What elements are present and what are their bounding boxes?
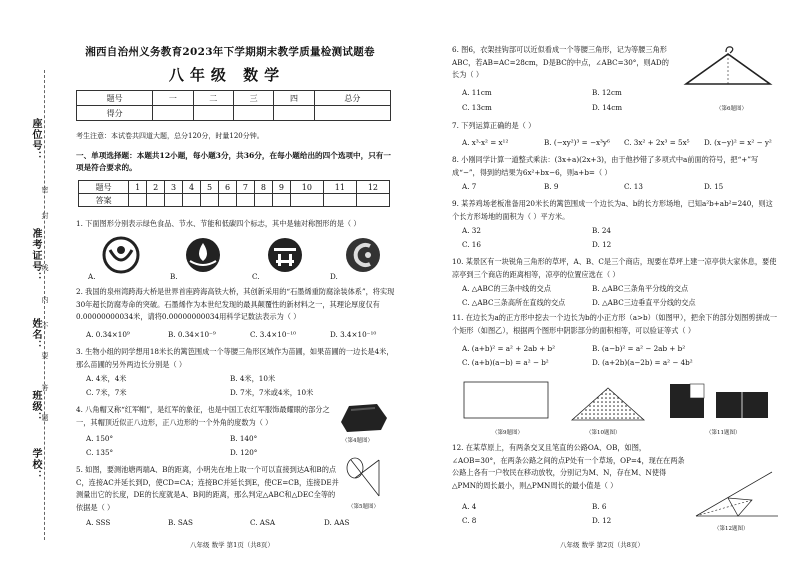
q10-option-d: D. △ABC三边垂直平分线的交点 (592, 298, 696, 307)
answer-cell (254, 194, 272, 207)
q2-option-b: B. 0.34×10⁻⁹ (168, 330, 216, 339)
question-9: 9. 某养鸡场老板准备用20米长的篱笆围成一个边长为a、b的长方形场地，已知a²b+ab²=240，则这个长方形场地的面积为（ ）平方米。 (452, 199, 773, 221)
q2-option-c: C. 3.4×10⁻¹⁰ (250, 330, 296, 339)
question-3: 3. 生物小组的同学想用18米长的篱笆围成一个等腰三角形区域作为苗圃，如果苗圃的一边长是4米，那么苗圃的另外两边长分别是（ ） (76, 347, 394, 369)
answer-head: 7 (236, 181, 254, 194)
q8-option-d: D. 15 (704, 182, 724, 191)
answer-head: 10 (290, 181, 323, 194)
green-food-logo-icon (102, 236, 140, 274)
footer-left: 八年级 数学 第1页（共8页） (190, 541, 274, 549)
q5-option-c: C. ASA (250, 518, 276, 527)
right-page (452, 0, 782, 562)
q6-figure-caption: （第6题图） (716, 106, 747, 112)
q11-option-b: B. (a−b)² = a² − 2ab + b² (592, 344, 686, 353)
seal-char: 不 (41, 322, 49, 329)
score-table (76, 90, 391, 121)
water-saving-logo-icon (184, 236, 222, 274)
q4-figure-caption: （第4题图） (342, 438, 373, 444)
q1-option-a: A. (88, 272, 96, 281)
answer-head: 8 (254, 181, 272, 194)
answer-cell (129, 194, 147, 207)
score-head: 二 (193, 91, 233, 106)
q9-option-d: D. 12 (592, 240, 612, 249)
q10-option-c: C. △ABC三条高所在直线的交点 (462, 298, 566, 307)
q3-option-b: B. 4米，10米 (230, 374, 276, 383)
q11-option-c: C. (a+b)(a−b) = a² − b² (462, 358, 549, 367)
seal-char: 密 (41, 186, 49, 193)
score-cell (233, 106, 273, 121)
answer-cell (290, 194, 323, 207)
answer-head: 12 (356, 181, 389, 194)
seal-char: 题 (41, 414, 49, 421)
q12-option-a: A. 4 (462, 502, 477, 511)
q12-option-b: B. 6 (592, 502, 607, 511)
question-12: 12. 在某草原上，有两条交叉且笔直的公路OA、OB，如图，∠AOB=30°，在两条公路之间的点P处有一个草场，OP=4，现在在两条公路上各有一户牧民在移动放牧，分别记为M、N，存在M、N使得△PMN的周长最小，则△PMN周长的最小值是（ ） (452, 443, 685, 490)
rectangle-diagram (460, 378, 556, 424)
q11-option-d: D. (a+2b)(a−2b) = a² − 4b² (592, 358, 693, 367)
question-5: 5. 如图，要测池塘两端A、B的距离，小明先在地上取一个可以直接到达A和B的点C，连接AC并延长到D，使CD=CA；连接BC并延长到E，使CE=CB，连接DE并测量出它的长度，DE的长度就是A、B间的距离，那么判定△ABC和△DEC全等的依据是（ ） (76, 465, 339, 512)
answer-head: 9 (272, 181, 290, 194)
score-head: 三 (233, 91, 273, 106)
question-4: 4. 八角帽又称“红军帽”，是红军的象征，也是中国工农红军服饰最耀眼的部分之一，其帽顶近似正八边形，正八边形的一个外角的度数为（ ） (76, 405, 330, 427)
q1-option-d: D. (330, 272, 338, 281)
exam-no-label: 准考证号： (30, 228, 41, 283)
answer-head: 11 (323, 181, 356, 194)
q3-option-d: D. 7米，7米或4米，10米 (230, 388, 314, 397)
class-label: 班级： (30, 390, 41, 423)
score-head: 总分 (314, 91, 390, 106)
q4-option-a: A. 150° (86, 434, 114, 443)
answer-cell (147, 194, 165, 207)
q6-option-c: C. 13cm (462, 103, 492, 112)
question-2: 2. 我国的泉州湾跨海大桥是世界首座跨海高铁大桥，其创新采用的“石墨烯重防腐涂装体系”，将实现30年超长防腐寿命的突破。石墨烯作为本世纪发现的最具颠覆性的新材料之一，其理论厚度仅有0.00000000034米，请将0.00000000034用科学记数法表示为（ ） (76, 287, 395, 321)
answer-label: 答案 (79, 194, 129, 207)
q4-option-b: B. 140° (230, 434, 258, 443)
footer-right: 八年级 数学 第2页（共8页） (560, 541, 644, 549)
answer-head: 1 (129, 181, 147, 194)
answer-cell (201, 194, 219, 207)
q6-option-b: B. 12cm (592, 88, 622, 97)
q9-option-c: C. 16 (462, 240, 481, 249)
q8-option-a: A. 7 (462, 182, 477, 191)
q9-option-b: B. 24 (592, 226, 611, 235)
section1-heading: 一、单项选择题：本题共12小题，每小题3分，共36分，在每小题给出的四个选项中，只有一项是符合要求的。 (76, 151, 391, 172)
q3-option-a: A. 4米，4米 (86, 374, 127, 383)
answer-head: 4 (183, 181, 201, 194)
q2-option-d: D. 3.4×10⁻¹⁰ (330, 330, 377, 339)
score-cell (153, 106, 193, 121)
left-page (62, 0, 395, 562)
q7-option-d: D. (x−y)² = x² − y² (704, 138, 772, 147)
answer-head: 2 (147, 181, 165, 194)
q12-option-c: C. 8 (462, 516, 477, 525)
exam-note: 考生注意：本试卷共四道大题，总分120分，时量120分钟。 (76, 132, 264, 140)
answer-head: 5 (201, 181, 219, 194)
answer-table (78, 180, 390, 207)
answer-head: 3 (165, 181, 183, 194)
answer-cell (219, 194, 237, 207)
q10-option-b: B. △ABC三条角平分线的交点 (592, 284, 689, 293)
answer-cell (165, 194, 183, 207)
q2-option-a: A. 0.34×10⁹ (86, 330, 130, 339)
q11-figure-caption: （第11题图） (706, 430, 741, 436)
seal-char: 要 (41, 352, 49, 359)
score-head: 四 (274, 91, 314, 106)
answer-cell (236, 194, 254, 207)
square-cut-diagram (666, 380, 774, 426)
answer-cell (272, 194, 290, 207)
q5-option-a: A. SSS (86, 518, 111, 527)
question-8: 8. 小刚同学计算一道整式乘法：(3x+a)(2x+3)，由于他抄错了多项式中a前面的符号，把“+”写成“−”，得到的结果为6x²+bx−6，则a+b=（ ） (452, 155, 759, 177)
score-label: 得分 (77, 106, 153, 121)
seal-char: 内 (41, 296, 49, 303)
exam-title: 湘西自治州义务教育2023年下学期期末教学质量检测试题卷 (85, 46, 375, 58)
q9-figure-caption: （第9题图） (492, 430, 523, 436)
q12-figure-caption: （第12题图） (714, 526, 749, 532)
q5-figure-caption: （第5题图） (348, 504, 379, 510)
q7-option-b: B. (−xy²)³ = −x³y⁶ (544, 138, 610, 147)
q10-option-a: A. △ABC的三条中线的交点 (462, 284, 551, 293)
seal-char: 封 (41, 212, 49, 219)
school-label: 学校： (30, 448, 41, 481)
score-cell (274, 106, 314, 121)
q7-option-a: A. x³·x² = x¹² (462, 138, 509, 147)
seal-char: 线 (41, 264, 49, 271)
binding-margin (0, 0, 60, 562)
score-cell (193, 106, 233, 121)
q4-option-c: C. 135° (86, 448, 114, 457)
answer-cell (323, 194, 356, 207)
q6-option-d: D. 14cm (592, 103, 623, 112)
seat-label: 座位号： (30, 118, 41, 162)
q12-option-d: D. 12 (592, 516, 612, 525)
q4-option-d: D. 120° (230, 448, 258, 457)
q8-option-c: C. 13 (624, 182, 643, 191)
dotted-triangle-diagram (568, 384, 648, 424)
answer-head: 6 (219, 181, 237, 194)
q1-option-c: C. (252, 272, 260, 281)
q3-option-c: C. 7米，7米 (86, 388, 127, 397)
answer-head: 题号 (79, 181, 129, 194)
score-head: 题号 (77, 91, 153, 106)
grade-subject: 八年级 数学 (168, 66, 286, 84)
roads-angle-diagram (692, 458, 782, 522)
q1-option-b: B. (170, 272, 178, 281)
energy-saving-logo-icon (266, 236, 304, 274)
seal-char: 答 (41, 384, 49, 391)
pond-triangle-diagram (345, 454, 387, 504)
name-label: 姓名： (30, 318, 41, 351)
question-6: 6. 图6，衣架挂钩部可以近似看成一个等腰三角形，记为等腰三角形ABC，若AB=AC=28cm，D是BC的中点，∠ABC=30°，则AD的长为（ ） (452, 45, 669, 79)
q7-option-c: C. 3x² + 2x³ = 5x⁵ (624, 138, 690, 147)
q8-option-b: B. 9 (544, 182, 559, 191)
answer-cell (183, 194, 201, 207)
q11-option-a: A. (a+b)² = a² + 2ab + b² (462, 344, 556, 353)
score-cell (314, 106, 390, 121)
q9-option-a: A. 32 (462, 226, 481, 235)
q5-option-b: B. SAS (168, 518, 193, 527)
question-10: 10. 某景区有一块锐角三角形的草坪，A、B、C是三个商店，现要在草坪上建一凉亭供大家休息，要使凉亭到三个商店的距离相等，凉亭的位置应选在（ ） (452, 257, 777, 279)
red-army-hat-image (337, 400, 389, 434)
hanger-diagram (680, 44, 776, 96)
seal-line (44, 70, 45, 540)
question-1: 1. 下面图形分别表示绿色食品、节水、节能和低碳四个标志，其中是轴对称图形的是（ ） (76, 219, 361, 228)
answer-cell (356, 194, 389, 207)
question-11: 11. 在边长为a的正方形中挖去一个边长为b的小正方形（a>b）（如图甲），把余下的部分划图剪拼成一个矩形（如图乙），根据两个图形中阴影部分的面积相等，可以验证等式（ ） (452, 313, 778, 335)
q10-figure-caption: （第10题图） (586, 430, 621, 436)
question-7: 7. 下列运算正确的是（ ） (452, 121, 536, 130)
score-head: 一 (153, 91, 193, 106)
q5-option-d: D. AAS (324, 518, 350, 527)
low-carbon-logo-icon (344, 236, 382, 274)
q6-option-a: A. 11cm (462, 88, 492, 97)
